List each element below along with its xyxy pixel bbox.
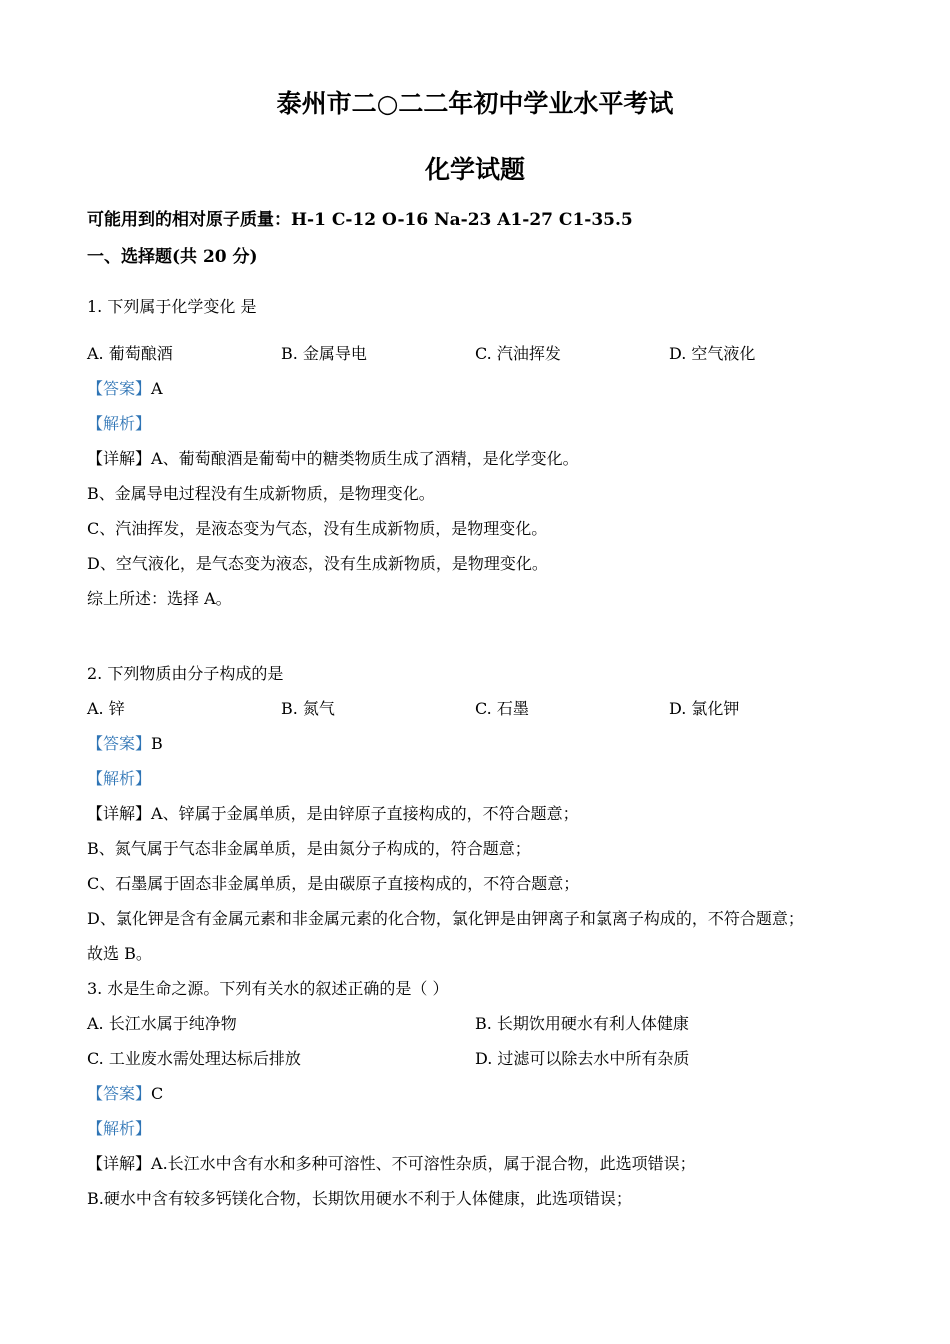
q2-option-c: C. 石墨 <box>475 699 529 718</box>
q1-conclusion: 综上所述：选择 A。 <box>87 589 232 608</box>
detail-text: A、葡萄酿酒是葡萄中的糖类物质生成了酒精，是化学变化。 <box>151 449 579 468</box>
atomic-masses-line: 可能用到的相对原子质量：H-1 C-12 O-16 Na-23 A1-27 C1-35.5 <box>87 210 633 230</box>
q2-option-d: D. 氯化钾 <box>669 699 740 718</box>
q1-detail-line: B、金属导电过程没有生成新物质，是物理变化。 <box>87 484 435 503</box>
q3-option-c: C. 工业废水需处理达标后排放 <box>87 1049 301 1068</box>
section-heading: 一、选择题(共 20 分) <box>87 247 258 267</box>
answer-tag: 【答案】 <box>87 734 152 753</box>
q1-detail-line: C、汽油挥发，是液态变为气态，没有生成新物质，是物理变化。 <box>87 519 548 538</box>
answer-value: B <box>151 734 163 753</box>
q1-option-b: B. 金属导电 <box>281 344 367 363</box>
detail-tag: 【详解】 <box>87 804 152 823</box>
q1-answer <box>87 378 163 400</box>
q2-conclusion: 故选 B。 <box>87 944 152 963</box>
answer-value: A <box>151 379 163 398</box>
detail-tag: 【详解】 <box>87 1154 152 1173</box>
q1-analysis-tag: 【解析】 <box>87 414 152 433</box>
q1-option-a: A. 葡萄酿酒 <box>87 344 173 363</box>
page-title: 泰州市二○二二年初中学业水平考试 <box>276 89 674 118</box>
q1-option-c: C. 汽油挥发 <box>475 344 561 363</box>
detail-text: A.长江水中含有水和多种可溶性、不可溶性杂质，属于混合物，此选项错误； <box>151 1154 696 1173</box>
answer-tag: 【答案】 <box>87 1084 152 1103</box>
q2-detail-line <box>87 803 579 825</box>
detail-tag: 【详解】 <box>87 449 152 468</box>
q3-detail-line: B.硬水中含有较多钙镁化合物，长期饮用硬水不利于人体健康，此选项错误； <box>87 1189 632 1208</box>
q3-detail-line <box>87 1153 696 1175</box>
q3-stem: 3. 水是生命之源。下列有关水的叙述正确的是（ ） <box>87 979 449 998</box>
answer-value: C <box>151 1084 164 1103</box>
q2-detail-line: C、石墨属于固态非金属单质，是由碳原子直接构成的，不符合题意； <box>87 874 580 893</box>
q1-detail-line: D、空气液化，是气态变为液态，没有生成新物质，是物理变化。 <box>87 554 548 573</box>
q2-answer <box>87 733 163 755</box>
q2-stem: 2. 下列物质由分子构成的是 <box>87 664 284 683</box>
page-subtitle: 化学试题 <box>424 155 525 184</box>
q3-answer <box>87 1083 163 1105</box>
q2-detail-line: B、氮气属于气态非金属单质，是由氮分子构成的，符合题意； <box>87 839 531 858</box>
q3-analysis-tag: 【解析】 <box>87 1119 152 1138</box>
q2-detail-line: D、氯化钾是含有金属元素和非金属元素的化合物，氯化钾是由钾离子和氯离子构成的，不符合题意； <box>87 909 804 928</box>
q2-analysis-tag: 【解析】 <box>87 769 152 788</box>
q3-option-b: B. 长期饮用硬水有利人体健康 <box>475 1014 689 1033</box>
q1-option-d: D. 空气液化 <box>669 344 756 363</box>
detail-text: A、锌属于金属单质，是由锌原子直接构成的，不符合题意； <box>151 804 579 823</box>
q3-option-a: A. 长江水属于纯净物 <box>87 1014 237 1033</box>
answer-tag: 【答案】 <box>87 379 152 398</box>
q1-stem: 1. 下列属于化学变化 是 <box>87 297 257 316</box>
q3-option-d: D. 过滤可以除去水中所有杂质 <box>475 1049 690 1068</box>
q1-detail-line <box>87 448 579 470</box>
q2-option-a: A. 锌 <box>87 699 125 718</box>
q2-option-b: B. 氮气 <box>281 699 335 718</box>
